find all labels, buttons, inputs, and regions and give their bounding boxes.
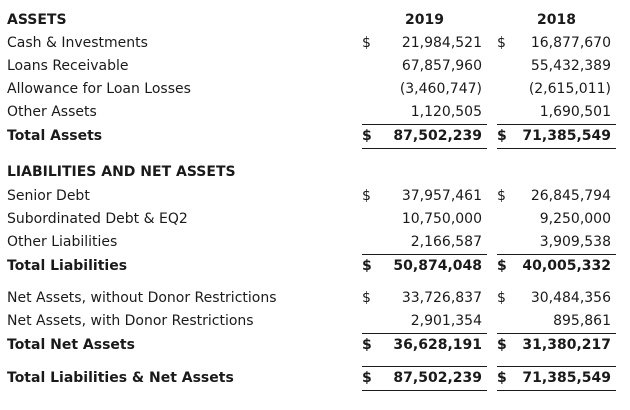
row-label: Total Liabilities	[7, 258, 128, 274]
currency-symbol: $	[497, 128, 507, 144]
total-line	[362, 148, 487, 149]
row-label: Other Liabilities	[7, 234, 118, 250]
amount: 9,250,000	[539, 211, 611, 227]
double-total-line	[497, 390, 616, 391]
section-header-row	[0, 161, 630, 184]
amount: 21,984,521	[401, 35, 482, 51]
table-row	[0, 78, 630, 101]
row-label: Other Assets	[7, 104, 97, 120]
row-label: Total Net Assets	[7, 337, 135, 353]
section-title-liabilities: LIABILITIES AND NET ASSETS	[7, 164, 236, 180]
amount: 3,909,538	[539, 234, 611, 250]
row-label: Cash & Investments	[7, 35, 148, 51]
amount: 67,857,960	[401, 58, 482, 74]
table-row	[0, 32, 630, 55]
amount: 36,628,191	[393, 337, 482, 353]
currency-symbol: $	[362, 337, 372, 353]
currency-symbol: $	[362, 290, 371, 306]
amount: 30,484,356	[530, 290, 611, 306]
header-row	[0, 9, 630, 32]
amount: 1,120,505	[410, 104, 482, 120]
row-label: Allowance for Loan Losses	[7, 81, 191, 97]
currency-symbol: $	[362, 128, 372, 144]
currency-symbol: $	[497, 337, 507, 353]
amount: 50,874,048	[393, 258, 482, 274]
row-label: Net Assets, with Donor Restrictions	[7, 313, 254, 329]
amount: 1,690,501	[539, 104, 611, 120]
table-row	[0, 231, 630, 254]
row-label: Senior Debt	[7, 188, 90, 204]
total-line	[497, 148, 616, 149]
currency-symbol: $	[362, 258, 372, 274]
amount: 71,385,549	[522, 370, 611, 386]
table-row	[0, 101, 630, 124]
currency-symbol: $	[497, 35, 506, 51]
table-row	[0, 55, 630, 78]
total-row-liabilities	[0, 255, 630, 278]
amount: 71,385,549	[522, 128, 611, 144]
amount: 26,845,794	[530, 188, 611, 204]
column-header-2019: 2019	[405, 12, 444, 28]
row-label: Subordinated Debt & EQ2	[7, 211, 188, 227]
amount: 895,861	[553, 313, 611, 329]
row-label: Total Assets	[7, 128, 103, 144]
amount: 31,380,217	[522, 337, 611, 353]
table-row	[0, 287, 630, 310]
table-row	[0, 310, 630, 333]
currency-symbol: $	[362, 188, 371, 204]
table-row	[0, 185, 630, 208]
amount: 87,502,239	[393, 128, 482, 144]
amount: 10,750,000	[401, 211, 482, 227]
amount: 33,726,837	[401, 290, 482, 306]
double-total-line	[362, 390, 487, 391]
currency-symbol: $	[362, 370, 372, 386]
total-row-net-assets	[0, 334, 630, 357]
currency-symbol: $	[497, 370, 507, 386]
amount: (3,460,747)	[399, 81, 482, 97]
currency-symbol: $	[497, 258, 507, 274]
row-label: Loans Receivable	[7, 58, 129, 74]
amount: 37,957,461	[401, 188, 482, 204]
table-row	[0, 208, 630, 231]
amount: 2,166,587	[410, 234, 482, 250]
row-label: Net Assets, without Donor Restrictions	[7, 290, 277, 306]
total-row-assets	[0, 125, 630, 148]
amount: 2,901,354	[410, 313, 482, 329]
currency-symbol: $	[497, 290, 506, 306]
amount: 16,877,670	[530, 35, 611, 51]
total-row-liabilities-net-assets	[0, 367, 630, 390]
amount: (2,615,011)	[528, 81, 611, 97]
amount: 87,502,239	[393, 370, 482, 386]
currency-symbol: $	[497, 188, 506, 204]
amount: 55,432,389	[530, 58, 611, 74]
amount: 40,005,332	[522, 258, 611, 274]
column-header-2018: 2018	[537, 12, 576, 28]
currency-symbol: $	[362, 35, 371, 51]
row-label: Total Liabilities & Net Assets	[7, 370, 234, 386]
section-title-assets: ASSETS	[7, 12, 67, 28]
